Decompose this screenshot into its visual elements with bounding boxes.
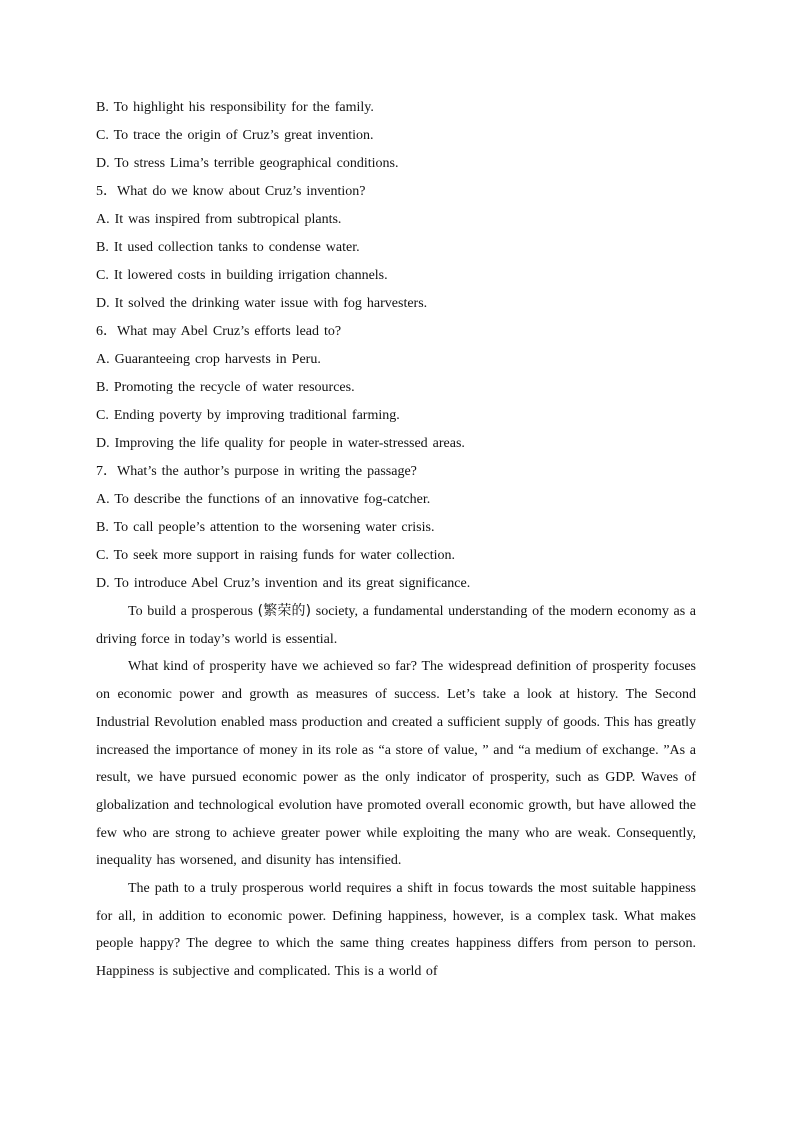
q5-option-a: A. It was inspired from subtropical plants. <box>96 212 342 227</box>
q6-stem: 6．What may Abel Cruz’s efforts lead to? <box>96 324 342 339</box>
q4-option-b: B. To highlight his responsibility for the family. <box>96 100 374 115</box>
q5-option-d: D. It solved the drinking water issue with fog harvesters. <box>96 296 428 311</box>
q7-option-c: C. To seek more support in raising funds for water collection. <box>96 548 456 563</box>
passage-paragraph-2: What kind of prosperity have we achieved so far? The widespread definition of prosperity focuses on economic power and growth as measures of success. Let’s take a look at history. The Second Industrial Revolution enabled mass production and created a sufficient supply of goods. This has greatly increased the importance of money in its role as “a store of value, ” and “a medium of exchange. ”As a result, we have pursued economic power as the only indicator of prosperity, such as GDP. Waves of globalization and technological evolution have promoted overall economic growth, but have allowed the few who are strong to achieve greater power while exploiting the many who are weak. Consequently, inequality has worsened, and disunity has intensified. <box>96 659 696 869</box>
passage-p1-gloss: (繁荣的) <box>257 603 312 619</box>
q4-option-c: C. To trace the origin of Cruz’s great invention. <box>96 128 374 143</box>
q7-option-d: D. To introduce Abel Cruz’s invention and its great significance. <box>96 576 471 591</box>
q6-option-a: A. Guaranteeing crop harvests in Peru. <box>96 352 321 367</box>
q6-option-d: D. Improving the life quality for people in water-stressed areas. <box>96 436 465 451</box>
q7-option-a: A. To describe the functions of an innovative fog-catcher. <box>96 492 431 507</box>
document-page <box>96 94 696 986</box>
q7-stem: 7．What’s the author’s purpose in writing the passage? <box>96 464 417 479</box>
passage-paragraph-1 <box>96 598 696 653</box>
q7-option-b: B. To call people’s attention to the worsening water crisis. <box>96 520 435 535</box>
q6-option-c: C. Ending poverty by improving traditional farming. <box>96 408 400 423</box>
passage-p1-before: To build a prosperous <box>128 604 253 619</box>
passage-p1-after: society, a fundamental understanding of the modern economy as a driving force in today’s world is essential. <box>96 604 697 647</box>
passage-paragraph-3: The path to a truly prosperous world requires a shift in focus towards the most suitable happiness for all, in addition to economic power. Defining happiness, however, is a complex task. What makes people happy? The degree to which the same thing creates happiness differs from person to person. Happiness is subjective and complicated. This is a world of <box>96 881 696 980</box>
q6-option-b: B. Promoting the recycle of water resources. <box>96 380 355 395</box>
q5-stem: 5．What do we know about Cruz’s invention? <box>96 184 366 199</box>
q4-option-d: D. To stress Lima’s terrible geographical conditions. <box>96 156 399 171</box>
q5-option-b: B. It used collection tanks to condense water. <box>96 240 360 255</box>
q5-option-c: C. It lowered costs in building irrigation channels. <box>96 268 388 283</box>
